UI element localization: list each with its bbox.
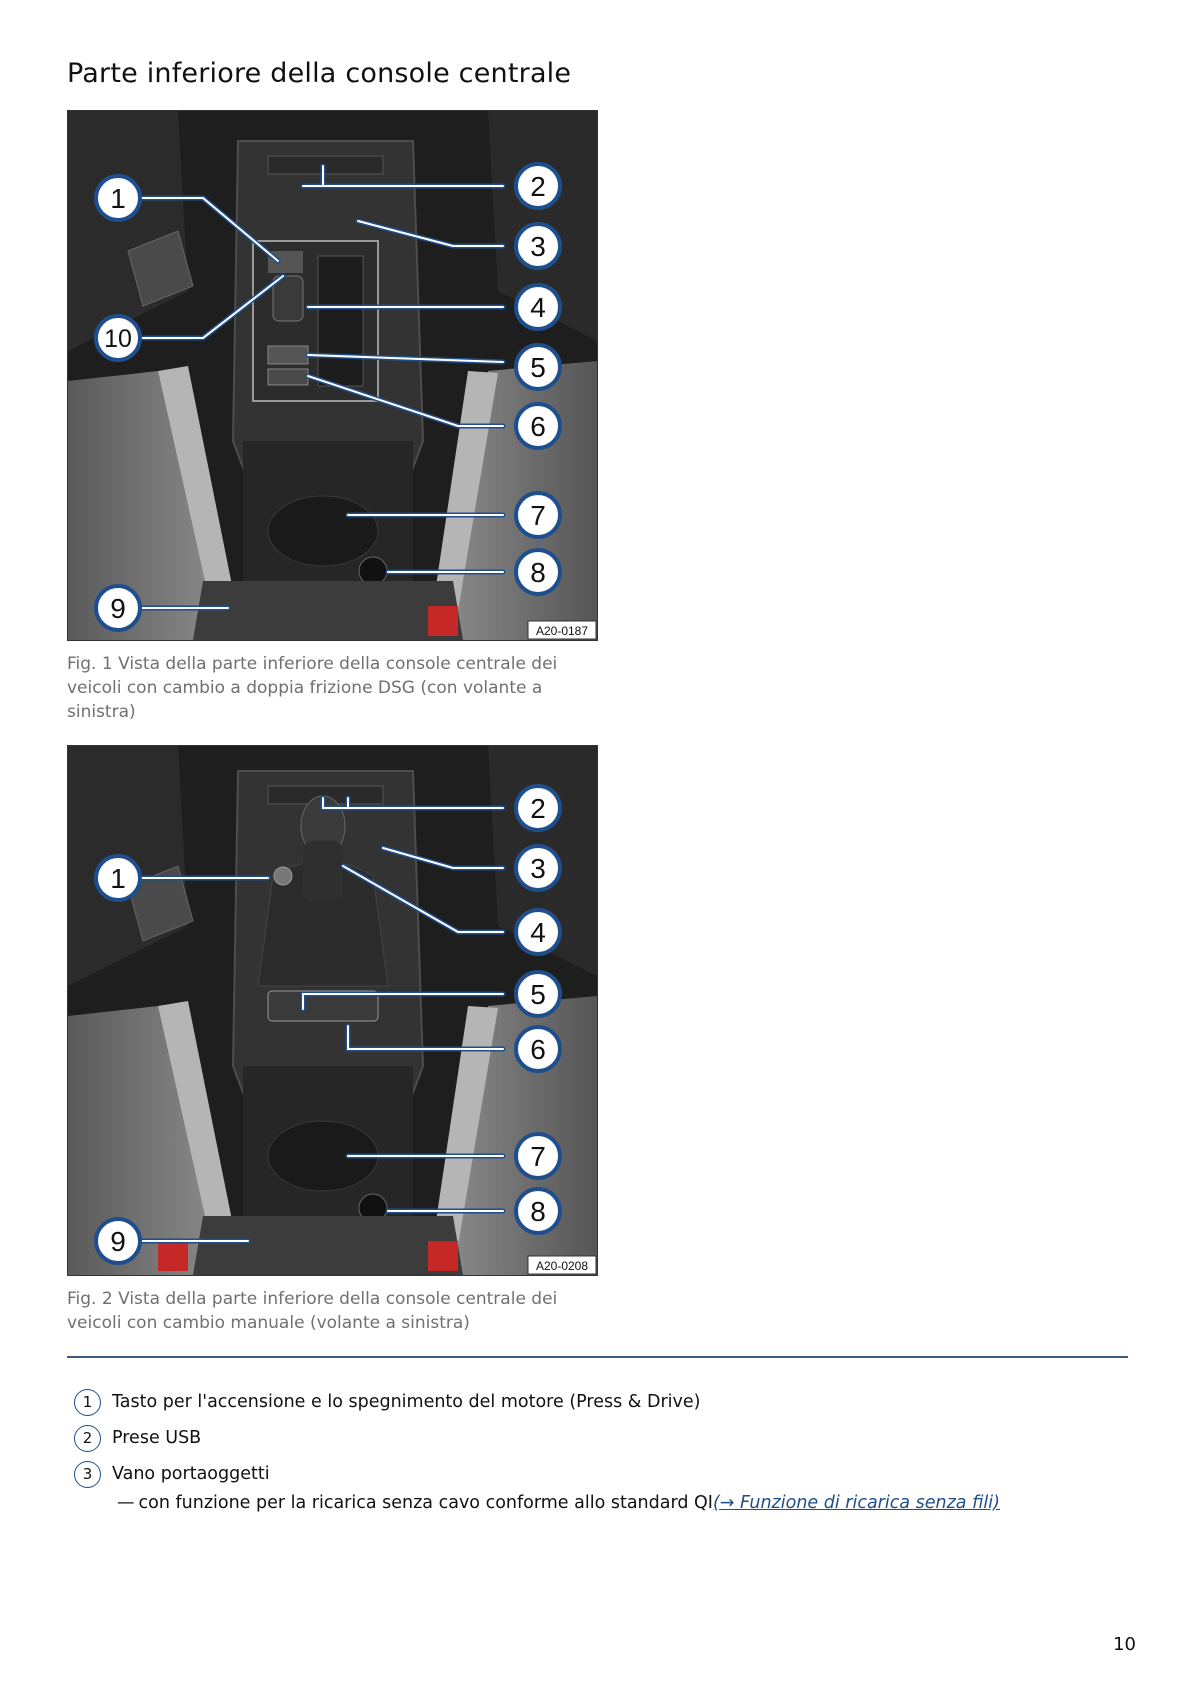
- svg-text:8: 8: [530, 557, 546, 588]
- legend-item-3: [74, 1456, 1074, 1492]
- fig2-callout-4: [516, 910, 560, 954]
- svg-text:4: 4: [530, 292, 546, 323]
- svg-text:5: 5: [530, 352, 546, 383]
- page-number: 10: [1113, 1634, 1136, 1655]
- fig2-callout-5: [516, 972, 560, 1016]
- fig1-callout-5: [516, 345, 560, 389]
- legend-number-badge: 3: [74, 1461, 101, 1488]
- fig1-callout-1: [96, 176, 140, 220]
- fig1-callout-10: [96, 316, 140, 360]
- svg-text:A20-0208: A20-0208: [535, 1259, 589, 1273]
- fig2-callout-9: [96, 1219, 140, 1263]
- fig2-callout-7: [516, 1134, 560, 1178]
- legend-subitem-text: con funzione per la ricarica senza cavo conforme allo standard QI: [138, 1493, 713, 1513]
- svg-text:7: 7: [530, 1141, 546, 1172]
- fig1-callout-3: [516, 224, 560, 268]
- svg-text:2: 2: [530, 171, 546, 202]
- legend-text: Tasto per l'accensione e lo spegnimento del motore (Press & Drive): [112, 1392, 701, 1412]
- fig1-callout-2: [516, 164, 560, 208]
- svg-text:5: 5: [530, 979, 546, 1010]
- svg-text:2: 2: [530, 793, 546, 824]
- section-divider: [67, 1356, 1128, 1358]
- legend-number-badge: 1: [74, 1389, 101, 1416]
- fig1-callout-8: [516, 550, 560, 594]
- svg-text:A20-0187: A20-0187: [535, 624, 589, 638]
- svg-text:1: 1: [110, 863, 126, 894]
- svg-text:6: 6: [530, 1034, 546, 1065]
- fig2-callout-8: [516, 1189, 560, 1233]
- fig2-id-label: [528, 1256, 596, 1274]
- svg-text:9: 9: [110, 1226, 126, 1257]
- fig1-callout-4: [516, 285, 560, 329]
- svg-text:4: 4: [530, 917, 546, 948]
- fig1-callout-6: [516, 404, 560, 448]
- svg-text:9: 9: [110, 593, 126, 624]
- dash-bullet: —: [117, 1493, 135, 1513]
- svg-text:6: 6: [530, 411, 546, 442]
- svg-text:8: 8: [530, 1196, 546, 1227]
- figure-2-illustration: [68, 746, 597, 1275]
- fig1-callout-7: [516, 493, 560, 537]
- svg-text:10: 10: [104, 325, 132, 353]
- legend-subitem: [117, 1493, 1000, 1513]
- figure-1-dsg-console: [67, 110, 598, 641]
- cross-reference-link[interactable]: (→ Funzione di ricarica senza fili): [712, 1493, 1000, 1513]
- fig1-id-label: [528, 621, 596, 639]
- svg-text:1: 1: [110, 183, 126, 214]
- fig2-callout-6: [516, 1027, 560, 1071]
- figure-1-illustration: [68, 111, 597, 640]
- svg-text:3: 3: [530, 853, 546, 884]
- figure-1-caption: Fig. 1 Vista della parte inferiore della console centrale dei veicoli con cambio a doppia frizione DSG (con volante a sinistra): [67, 654, 558, 722]
- fig1-callout-9: [96, 586, 140, 630]
- fig2-callout-1: [96, 856, 140, 900]
- svg-text:3: 3: [530, 231, 546, 262]
- svg-text:7: 7: [530, 500, 546, 531]
- fig2-callout-2: [516, 786, 560, 830]
- legend-list: [74, 1384, 1074, 1492]
- legend-text: Prese USB: [112, 1428, 202, 1448]
- page-title: Parte inferiore della console centrale: [67, 58, 572, 89]
- legend-text: Vano portaoggetti: [112, 1464, 270, 1484]
- figure-2-manual-console: [67, 745, 598, 1276]
- legend-item-2: [74, 1420, 1074, 1456]
- legend-number-badge: 2: [74, 1425, 101, 1452]
- legend-item-1: [74, 1384, 1074, 1420]
- fig2-callout-3: [516, 846, 560, 890]
- figure-2-caption: Fig. 2 Vista della parte inferiore della console centrale dei veicoli con cambio manuale (volante a sinistra): [67, 1289, 558, 1333]
